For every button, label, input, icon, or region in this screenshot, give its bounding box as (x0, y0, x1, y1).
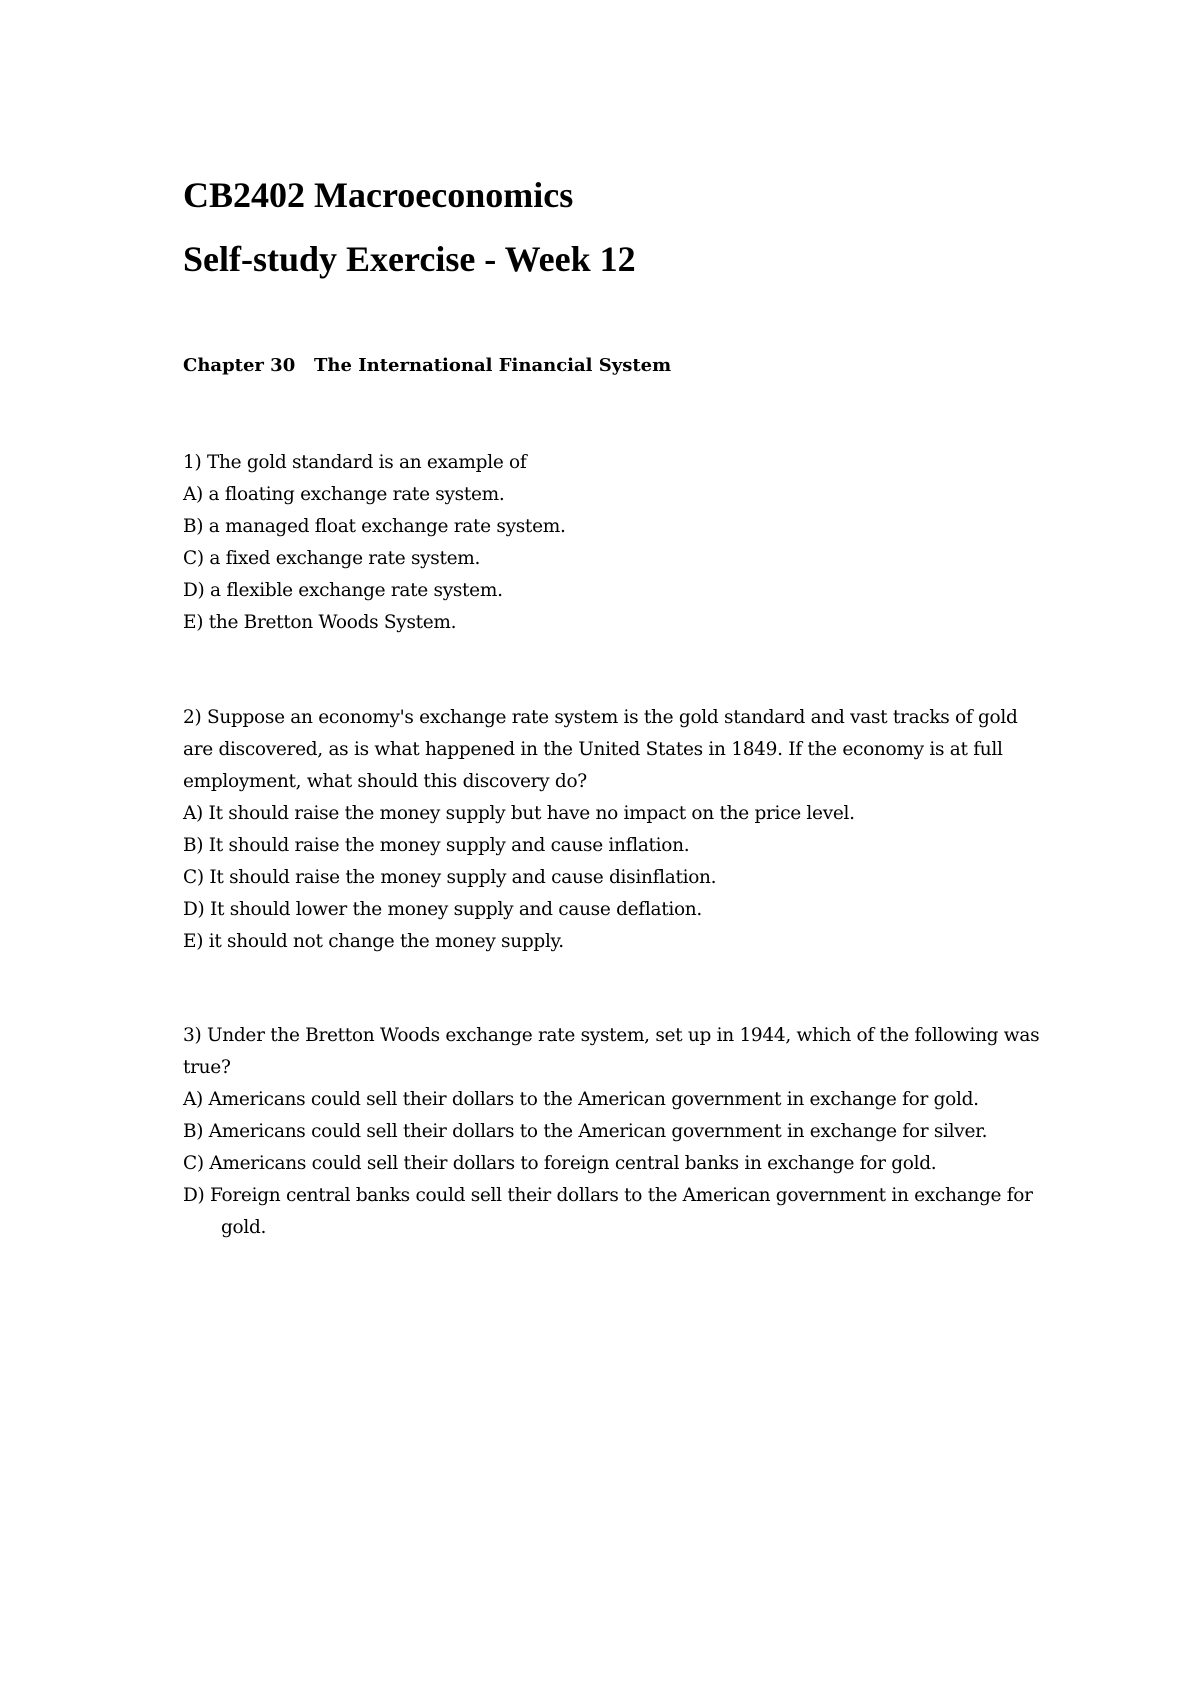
question-stem: 3) Under the Bretton Woods exchange rate system, set up in 1944, which of the following was true? (183, 1025, 1040, 1078)
choice-list (183, 479, 1043, 639)
question-stem: 2) Suppose an economy's exchange rate system is the gold standard and vast tracks of gold are discovered, as is what happened in the United States in 1849. If the economy is at full employment, what should this discovery do? (183, 707, 1018, 792)
question-2 (183, 702, 1043, 958)
question-3 (183, 1020, 1043, 1244)
choice-b: B) It should raise the money supply and cause inflation. (183, 835, 690, 856)
course-title: CB2402 Macroeconomics (183, 175, 574, 215)
choice-b: B) a managed float exchange rate system. (183, 516, 566, 537)
choice-list (183, 798, 1043, 958)
choice-a: A) Americans could sell their dollars to the American government in exchange for gold. (183, 1089, 979, 1110)
question-stem: 1) The gold standard is an example of (183, 452, 527, 473)
choice-d: D) a flexible exchange rate system. (183, 580, 503, 601)
chapter-heading: Chapter 30 The International Financial System (183, 355, 672, 376)
choice-list (183, 1084, 1043, 1244)
choice-a: A) a floating exchange rate system. (183, 484, 505, 505)
choice-d: D) Foreign central banks could sell their dollars to the American government in exchange for gold. (183, 1185, 1033, 1238)
choice-c: C) a fixed exchange rate system. (183, 548, 481, 569)
question-1 (183, 447, 1043, 639)
choice-d: D) It should lower the money supply and cause deflation. (183, 899, 702, 920)
choice-c: C) It should raise the money supply and cause disinflation. (183, 867, 717, 888)
choice-b: B) Americans could sell their dollars to the American government in exchange for silver. (183, 1121, 988, 1142)
choice-a: A) It should raise the money supply but have no impact on the price level. (183, 803, 855, 824)
exercise-title: Self-study Exercise - Week 12 (183, 239, 636, 279)
choice-e: E) it should not change the money supply. (183, 931, 564, 952)
choice-e: E) the Bretton Woods System. (183, 612, 457, 633)
choice-c: C) Americans could sell their dollars to foreign central banks in exchange for gold. (183, 1153, 937, 1174)
